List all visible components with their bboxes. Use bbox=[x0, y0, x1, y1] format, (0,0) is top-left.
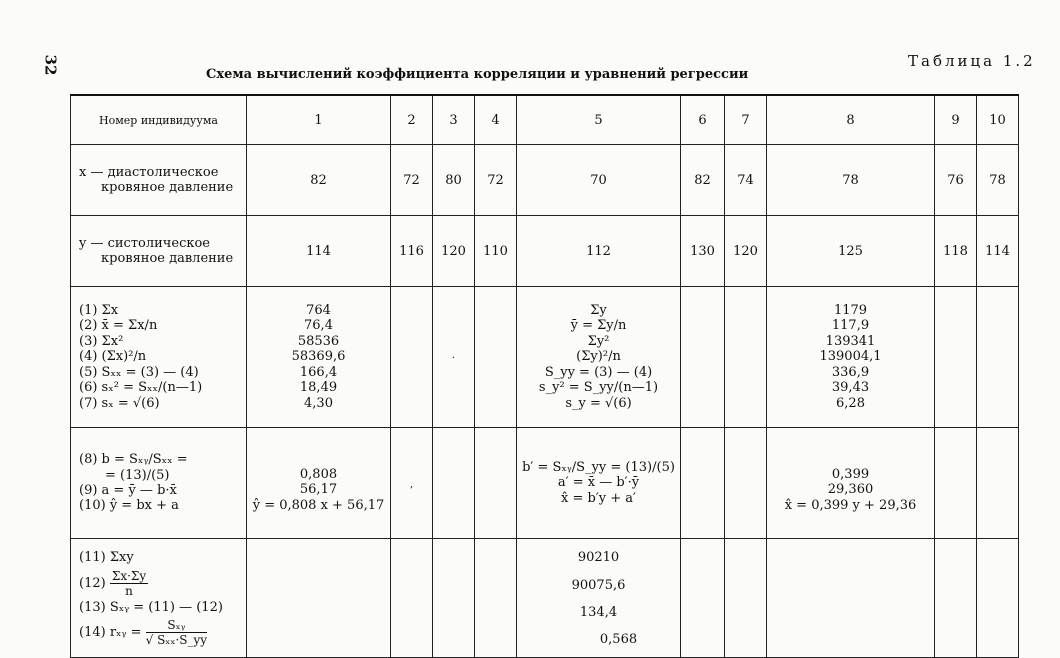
x-sum-squares: 58536 bbox=[297, 333, 340, 349]
col-header-3: 3 bbox=[433, 95, 475, 145]
col-header-6: 6 bbox=[681, 95, 725, 145]
sum-xy: 90210 bbox=[577, 550, 620, 565]
y-sum: 1179 bbox=[833, 303, 868, 319]
y-label-line1: y — систолическое bbox=[79, 236, 210, 251]
label-12-prefix: (12) bbox=[79, 576, 106, 591]
col-header-9: 9 bbox=[935, 95, 977, 145]
y-value-8: 125 bbox=[767, 216, 935, 287]
x-hat-label: x̂ = b′y + a′ bbox=[561, 490, 636, 506]
x-value-6: 82 bbox=[681, 145, 725, 216]
label-12 bbox=[79, 569, 246, 598]
label-12-numerator: Σx·Σy bbox=[111, 569, 147, 583]
y-value-5: 112 bbox=[517, 216, 681, 287]
label-10: (10) ŷ = bx + a bbox=[79, 498, 179, 514]
y-regression-labels bbox=[517, 428, 681, 539]
x-hat-equation: x̂ = 0,399 y + 29,36 bbox=[784, 497, 917, 513]
y-label-4: (Σy)²/n bbox=[576, 349, 621, 365]
label-6: (6) sₓ² = Sₓₓ/(n—1) bbox=[79, 380, 203, 396]
x-regression-values bbox=[247, 428, 391, 539]
col-header-8: 8 bbox=[767, 95, 935, 145]
label-5: (5) Sₓₓ = (3) — (4) bbox=[79, 364, 199, 380]
y-label-2: ȳ = Σy/n bbox=[570, 318, 627, 334]
covariance-values bbox=[517, 539, 681, 658]
x-label-line2: кровяное давление bbox=[101, 180, 234, 195]
y-value-10: 114 bbox=[977, 216, 1019, 287]
label-9: (9) a = ȳ — b·x̄ bbox=[79, 483, 177, 498]
x-std: 4,30 bbox=[304, 395, 333, 411]
y-sums-values bbox=[767, 287, 935, 428]
table-number: Таблица 1.2 bbox=[908, 52, 1036, 70]
col-header-4: 4 bbox=[475, 95, 517, 145]
x-row bbox=[71, 145, 1019, 216]
covariance-block-row bbox=[71, 539, 1019, 658]
y-label-5: S_yy = (3) — (4) bbox=[544, 364, 653, 380]
y-std: 6,28 bbox=[836, 395, 865, 411]
sums-labels bbox=[71, 287, 247, 428]
y-value-9: 118 bbox=[935, 216, 977, 287]
syy-value: 336,9 bbox=[831, 364, 870, 380]
y-value-1: 114 bbox=[247, 216, 391, 287]
a-prime-value: 29,360 bbox=[827, 482, 874, 498]
table-title: Схема вычислений коэффициента корреляции и уравнений регрессии bbox=[206, 67, 749, 82]
y-label-line2: кровяное давление bbox=[101, 251, 234, 266]
x-label-line1: x — диастолическое bbox=[79, 165, 219, 180]
header-label: Номер индивидуума bbox=[71, 95, 247, 145]
y-value-4: 110 bbox=[475, 216, 517, 287]
y-mean: 117,9 bbox=[831, 318, 870, 334]
sxy-value: 134,4 bbox=[579, 605, 618, 620]
label-12-denominator: n bbox=[125, 584, 133, 598]
col-header-1: 1 bbox=[247, 95, 391, 145]
y-sum-squared-over-n: 139004,1 bbox=[819, 349, 882, 365]
label-7: (7) sₓ = √(6) bbox=[79, 395, 160, 411]
col-header-7: 7 bbox=[725, 95, 767, 145]
col-header-5: 5 bbox=[517, 95, 681, 145]
x-variance: 18,49 bbox=[299, 380, 338, 396]
label-14-fraction bbox=[146, 618, 207, 647]
label-2: (2) x̄ = Σx/n bbox=[79, 318, 158, 334]
y-sum-squares: 139341 bbox=[825, 333, 876, 349]
y-row bbox=[71, 216, 1019, 287]
y-label-3: Σy² bbox=[587, 333, 610, 349]
label-14-prefix: (14) rₓᵧ = bbox=[79, 625, 142, 640]
y-label-6: s_y² = S_yy/(n—1) bbox=[538, 380, 659, 396]
y-row-label bbox=[71, 216, 247, 287]
b-prime-label: b′ = Sₓᵧ/S_yy = (13)/(5) bbox=[522, 459, 675, 475]
header-row bbox=[71, 95, 1019, 145]
x-sum-squared-over-n: 58369,6 bbox=[291, 349, 346, 365]
a-value: 56,17 bbox=[299, 482, 338, 498]
label-8: (8) b = Sₓᵧ/Sₓₓ = bbox=[79, 452, 188, 468]
y-value-6: 130 bbox=[681, 216, 725, 287]
sum-product-over-n: 90075,6 bbox=[571, 578, 626, 593]
label-14-numerator: Sₓᵧ bbox=[146, 618, 207, 633]
label-11: (11) Σxy bbox=[79, 550, 134, 565]
y-value-3: 120 bbox=[433, 216, 475, 287]
x-value-1: 82 bbox=[247, 145, 391, 216]
b-value: 0,808 bbox=[299, 466, 338, 482]
col-header-10: 10 bbox=[977, 95, 1019, 145]
correlation-table bbox=[70, 94, 1019, 658]
sums-block-row: (1) Σx (2) x̄ = Σx/n (3) Σx² (4) (Σx)²/n (5) Sₓₓ = (3) — (4) (6) sₓ² = Sₓₓ/(n—1) (7) sₓ = √(6) 764 76,4 58536 58369,6 166,4 18,49 4,30 · Σy ȳ = Σy/n Σy² (Σy)²/n S_yy = (3) — (4) s_y² = S_yy/(n—1) s_y = √(6) 1179 117,9 139341 139004,1 336,9 39,43 6,28 bbox=[71, 287, 1019, 428]
x-value-7: 74 bbox=[725, 145, 767, 216]
regression-block-row: (8) b = Sₓᵧ/Sₓₓ = = (13)/(5) (9) a = ȳ — b·x̄ (10) ŷ = bx + a 0,808 56,17 ŷ = 0,808 x + 56,17 , b′ = Sₓᵧ/S_yy = (13)/(5) a′ = x̄ — b′·ȳ x̂ = b′y + a′ 0,399 29,360 x̂ = 0,399 y + 29,36 bbox=[71, 428, 1019, 539]
y-label-1: Σy bbox=[590, 303, 607, 319]
x-value-10: 78 bbox=[977, 145, 1019, 216]
x-sum: 764 bbox=[306, 303, 331, 319]
x-mean: 76,4 bbox=[304, 318, 333, 334]
y-variance: 39,43 bbox=[831, 380, 870, 396]
label-13: (13) Sₓᵧ = (11) — (12) bbox=[79, 600, 223, 615]
label-14 bbox=[79, 618, 246, 647]
label-12-fraction bbox=[110, 569, 148, 598]
y-hat-equation: ŷ = 0,808 x + 56,17 bbox=[252, 497, 385, 513]
x-value-2: 72 bbox=[391, 145, 433, 216]
label-3: (3) Σx² bbox=[79, 333, 124, 349]
correlation-coefficient: 0,568 bbox=[599, 632, 638, 647]
y-value-2: 116 bbox=[391, 216, 433, 287]
sxx-value: 166,4 bbox=[299, 364, 338, 380]
a-prime-label: a′ = x̄ — b′·ȳ bbox=[557, 475, 640, 491]
x-sums-values bbox=[247, 287, 391, 428]
x-value-9: 76 bbox=[935, 145, 977, 216]
covariance-labels bbox=[71, 539, 247, 658]
y-regression-values bbox=[767, 428, 935, 539]
label-8-cont: = (13)/(5) bbox=[105, 467, 170, 483]
label-1: (1) Σx bbox=[79, 303, 119, 319]
y-sums-labels bbox=[517, 287, 681, 428]
label-4: (4) (Σx)²/n bbox=[79, 349, 147, 365]
regression-labels bbox=[71, 428, 247, 539]
x-value-8: 78 bbox=[767, 145, 935, 216]
b-prime-value: 0,399 bbox=[831, 466, 870, 482]
y-label-7: s_y = √(6) bbox=[565, 395, 632, 411]
col-header-2: 2 bbox=[391, 95, 433, 145]
page-number: 32 bbox=[41, 54, 60, 76]
x-value-4: 72 bbox=[475, 145, 517, 216]
x-row-label bbox=[71, 145, 247, 216]
label-14-denominator: √ Sₓₓ·S_yy bbox=[145, 633, 208, 647]
x-value-5: 70 bbox=[517, 145, 681, 216]
x-value-3: 80 bbox=[433, 145, 475, 216]
y-value-7: 120 bbox=[725, 216, 767, 287]
